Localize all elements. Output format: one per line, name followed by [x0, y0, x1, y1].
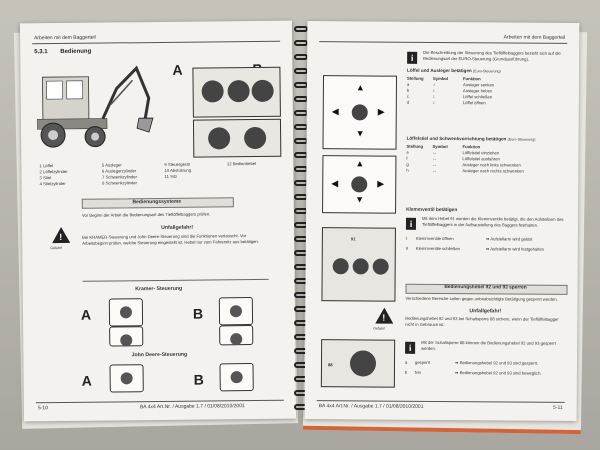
control-knob-icon — [228, 80, 250, 102]
info-icon: i — [406, 218, 416, 230]
jd-label-a: A — [81, 372, 92, 389]
ring-icon — [294, 26, 308, 32]
legend-item: 1 Löffel — [39, 163, 54, 169]
t3-text: Mit dem Hebel 91 werden die Klemmventile betätigt, die den Aufstellarm des Tieflöffelbaggers in der Aufbaustellung des Baggers festhalten. — [421, 215, 564, 228]
joystick-diagram — [219, 297, 253, 325]
warning-label: Gefahr! — [373, 326, 386, 331]
left-page — [20, 21, 296, 422]
control-knob-icon — [202, 80, 224, 102]
legend-item: 9 Steuergerät — [164, 161, 190, 167]
t4-text: Verschiedene Bereiche sollen gegen unbeabsichtigte Betätigung gesperrt werden. — [405, 295, 558, 302]
warning-text: Bedienungshebel 92 und 93 bei Schaltsperre 88 sichern, wenn der Tieflöffelbagger nicht in Gebrauch ist. — [405, 315, 559, 328]
kramer-title: Kramer- Steuerung — [135, 285, 183, 293]
joystick-diagram — [109, 326, 143, 346]
kramer-label-a: A — [80, 306, 92, 323]
intro-text: Die Beschreibung der Steuerung des Tieflöffelbaggers bezieht sich auf die Bedienungsart der EURO-Steuerung (Grundausführung). — [423, 49, 561, 62]
joystick-directions-diagram: ▲ ▼ ◀ ▶ — [322, 155, 396, 214]
header-rule — [319, 41, 567, 44]
jd-label-b: B — [193, 371, 204, 388]
t2-title: Löffelstiel und Schwenkvorrichtung betätigen (Euro-Steuerung) — [406, 135, 536, 142]
warning-icon — [52, 227, 70, 243]
lock-88-label: 88 — [327, 362, 333, 368]
warning-title: Unfallgefahr! — [469, 308, 502, 315]
ring-icon — [294, 40, 308, 46]
legend-item: 8 Schwenkzylinder — [102, 180, 138, 186]
parts-legend — [39, 161, 285, 188]
lever-knob-icon — [208, 127, 230, 149]
joystick-diagram — [219, 363, 253, 391]
t4-title: Bedienungshebel 92 und 93 sperren — [444, 285, 527, 291]
info-icon: i — [405, 342, 415, 354]
joystick-directions-diagram: ▲ ▼ ◀ ▶ — [322, 75, 397, 150]
ring-icon — [294, 68, 308, 74]
warning-icon — [375, 308, 393, 324]
ring-icon — [294, 82, 308, 88]
intro-text: Vor Beginn der Arbeit die Bedienungsart des Tieflöffelbaggers prüfen. — [81, 211, 211, 218]
lock-table: a gesperrt ➡ Bedienungshebel 92 und 93 sind gesperrt. b frei ➡ Bedienungshebel 92 und 93 sind beweglich. — [404, 359, 542, 376]
control-knob-icon — [252, 80, 274, 102]
legend-item: 2 Löffelzylinder — [39, 168, 68, 175]
warning-rule — [83, 279, 269, 282]
lever-diagram — [193, 119, 281, 158]
systems-caption: Bedienungssysteme — [132, 198, 182, 206]
footer-rule — [36, 400, 284, 404]
control-panel-diagram — [192, 67, 281, 118]
page-number: 5-10 — [37, 405, 49, 412]
legend-item: 5 Ausleger — [101, 162, 122, 168]
warning-text: Bei KRAMER-Steuerung und John Deere-Steuerung sind die Funktionen vertauscht. Vor Arbeitsbeginn prüfen, welche Steuerung eingestellt ist. Hebel nur vom Fahrersitz aus betätigen. — [82, 233, 259, 246]
info-text: Mit der Schaltsperre 88 können die Bedienungshebel 92 und 93 gesperrt werden. — [421, 339, 556, 351]
lever-knob-icon — [244, 127, 266, 149]
warning-title: Unfallgefahr! — [161, 224, 194, 231]
t1-table: Stellung Symbol Funktion a ↕ Ausleger senken b ↕ Ausleger heben c ↕ Löffel schließen d ↕ Löffel öffnen — [406, 75, 495, 106]
label-a: A — [172, 61, 183, 78]
page-number: 5-11 — [553, 404, 563, 411]
legend-item: 11 Sitz — [164, 173, 178, 179]
klemmventil-diagram — [321, 227, 396, 302]
info-icon: i — [407, 52, 417, 64]
lever-91-label: 91 — [350, 236, 356, 242]
kramer-label-b: B — [192, 305, 204, 322]
legend-item: 12 Bedienhebel — [226, 160, 257, 167]
joystick-diagram — [110, 364, 144, 392]
legend-item: 3 Stiel — [39, 175, 52, 181]
section-title: Bedienung — [60, 48, 92, 56]
warning-label: Gefahr! — [50, 246, 63, 251]
legend-item: 7 Schwenkzylinder — [102, 174, 137, 180]
joystick-diagram — [219, 325, 253, 345]
ring-icon — [294, 54, 308, 60]
page-header: Arbeiten mit dem Baggerteil — [503, 34, 566, 41]
t2-table: Stellung Symbol Funktion e ↔ Löffelstiel einziehen f ↔ Löffelstiel ausfahren g ↔ Ausleger nach links schwenken h ↔ Ausleger nach rechts schwenken — [406, 143, 524, 174]
page-header: Arbeiten mit dem Baggerteil — [34, 34, 96, 42]
right-page — [305, 21, 580, 421]
legend-item: 4 Stielzylinder — [39, 180, 66, 187]
joystick-diagram — [109, 298, 143, 326]
header-rule — [32, 41, 280, 45]
lock-diagram — [321, 339, 395, 388]
t3-table: I Klemmventile öffnen ➡ Aufstellarm wird gelöst II Klemmventile schließen ➡ Aufstellarm wird festgehalten — [405, 235, 545, 252]
excavator-illustration — [36, 58, 155, 151]
footer-doc-id: BA 4x4 Art.Nr. / Ausgabe 1.7 / 01/08/2010/2001 — [318, 403, 424, 410]
footer-doc-id: BA 4x4 Art.Nr. / Ausgabe 1.7 / 01/08/2010/2001 — [139, 403, 245, 411]
t3-title: Klemmventil betätigen — [406, 207, 458, 214]
section-number: 5.3.1 — [34, 49, 48, 56]
t1-title: Löffel und Ausleger betätigen (Euro-Steuerung) — [407, 67, 501, 74]
legend-item: 10 Abstützung — [164, 167, 192, 173]
john-deere-title: John Deere-Steuerung — [131, 351, 188, 359]
legend-item: 6 Auslegerzylinder — [101, 168, 137, 174]
